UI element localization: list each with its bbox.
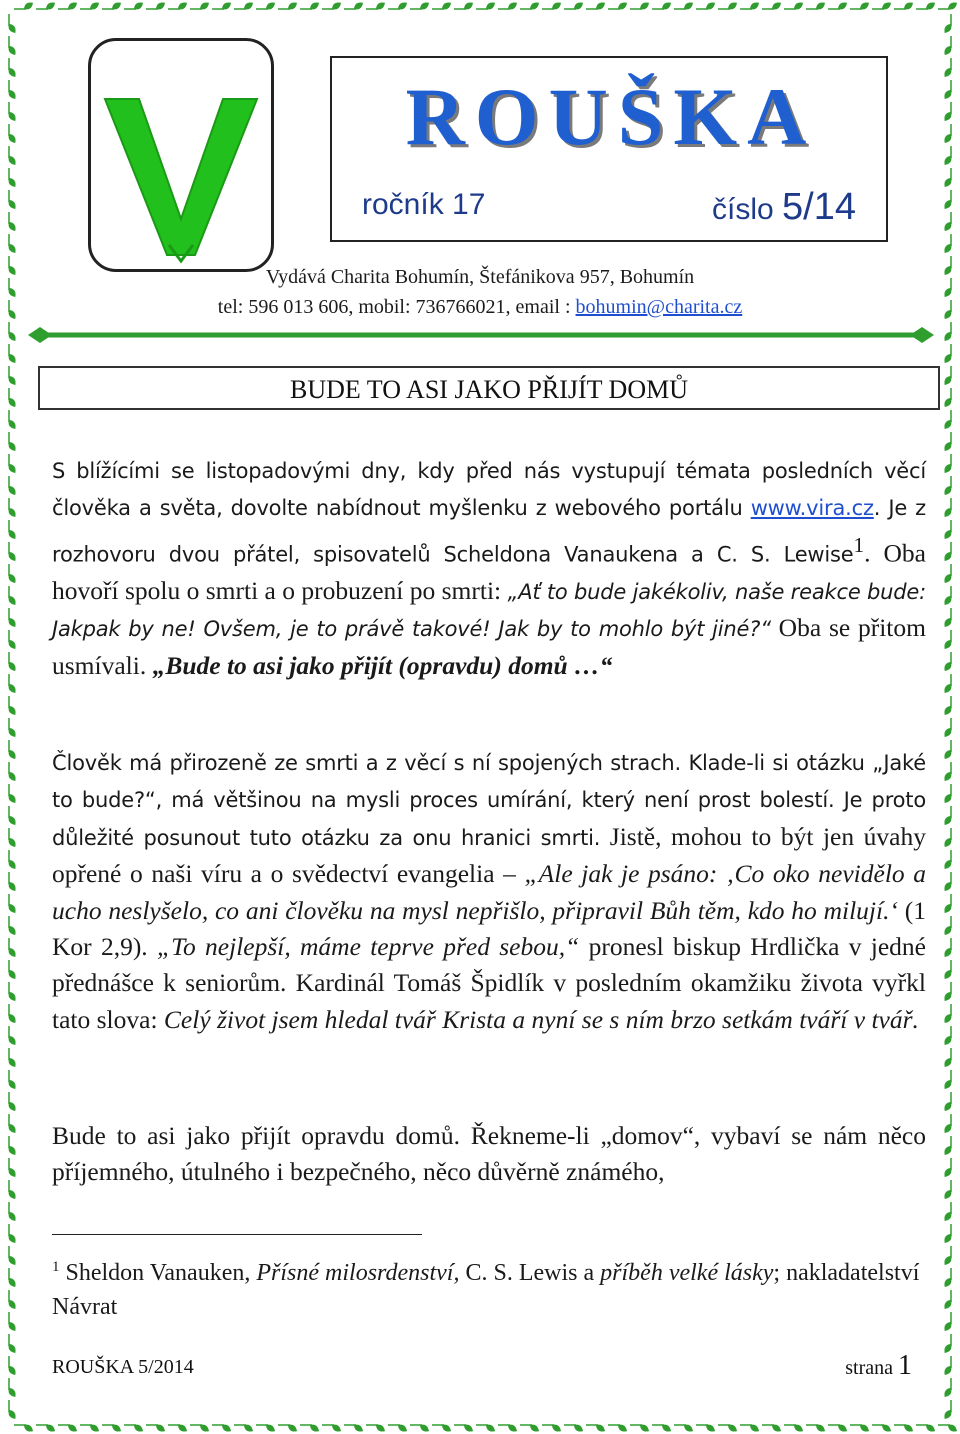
volume-label: ročník 17 [362, 188, 486, 221]
email-link[interactable]: bohumin@charita.cz [575, 296, 743, 318]
article-headline: BUDE TO ASI JAKO PŘIJÍT DOMŮ [290, 375, 688, 404]
masthead [330, 56, 888, 242]
article-paragraph-3: Bude to asi jako přijít opravdu domů. Řekneme-li „domov“, vybaví se nám něco příjemného, útulného i bezpečného, něco důvěrně známého, [52, 1121, 926, 1187]
divider-rule [26, 322, 936, 348]
page-number: 1 [898, 1350, 912, 1381]
publisher-line: Vydává Charita Bohumín, Štefánikova 957, Bohumín [265, 266, 695, 288]
logo [88, 38, 274, 272]
article-paragraph-2: Člověk má přirozeně ze smrti a z věcí s ní spojených strach. Klade-li si otázku „Jaké to bude?“, má většinou na mysli proces umírání, který není prost bolestí. Je proto důležité posunout tuto otázku za onu hranici smrti. Jistě, mohou to být jen úvahy opřené o naši víru a o svědectví evangelia – „Ale jak je psáno: ‚Co oko nevidělo a ucho neslyšelo, co ani člověku na mysl nepřišlo, připravil Bůh těm, kdo ho milují.‘ (1 Kor 2,9). „To nejlepší, máme teprve před sebou,“ pronesl biskup Hrdlička v jedné přednášce k seniorům. Kardinál Tomáš Špidlík v posledním okamžiku života vyřkl tato slova: Celý život jsem hledal tvář Krista a nyní se s ním brzo setkám tváří v tvář. [52, 751, 926, 1034]
footnote: $^1$ Sheldon Vanauken, Přísné milosrdenství, C. S. Lewis a příběh velké lásky; nakladatelství Návrat [52, 1259, 920, 1320]
masthead-title: ROUŠKA [405, 71, 817, 162]
checkmark-icon [91, 41, 271, 269]
issue-number: 5/14 [782, 186, 856, 228]
footnote-ref: 1 [853, 532, 865, 557]
footer-issue: ROUŠKA 5/2014 [52, 1356, 194, 1378]
article-headline-box [38, 366, 940, 410]
contact-line: tel: 596 013 606, mobil: 736766021, email : bohumin@charita.cz [217, 296, 743, 318]
issue-label: číslo 5/14 [712, 186, 856, 228]
footnote-separator [52, 1234, 422, 1235]
web-link[interactable]: www.vira.cz [750, 496, 874, 521]
footer-page: strana 1 [845, 1350, 912, 1381]
article-paragraph-1: S blížícími se listopadovými dny, kdy před nás vystupují témata posledních věcí člověka a světa, dovolte nabídnout myšlenku z webového portálu www.vira.cz. Je z rozhovoru dvou přátel, spisovatelů Scheldona Vanaukena a C. S. Lewise$^1$. Oba hovoří spolu o smrti a o probuzení po smrti: „Ať to bude jakékoliv, naše reakce bude: Jakpak by ne! Ovšem, je to právě takové! Jak by to mohlo být jiné?“ Oba se přitom usmívali. „Bude to asi jako přijít (opravdu) domů …“ [52, 459, 926, 680]
